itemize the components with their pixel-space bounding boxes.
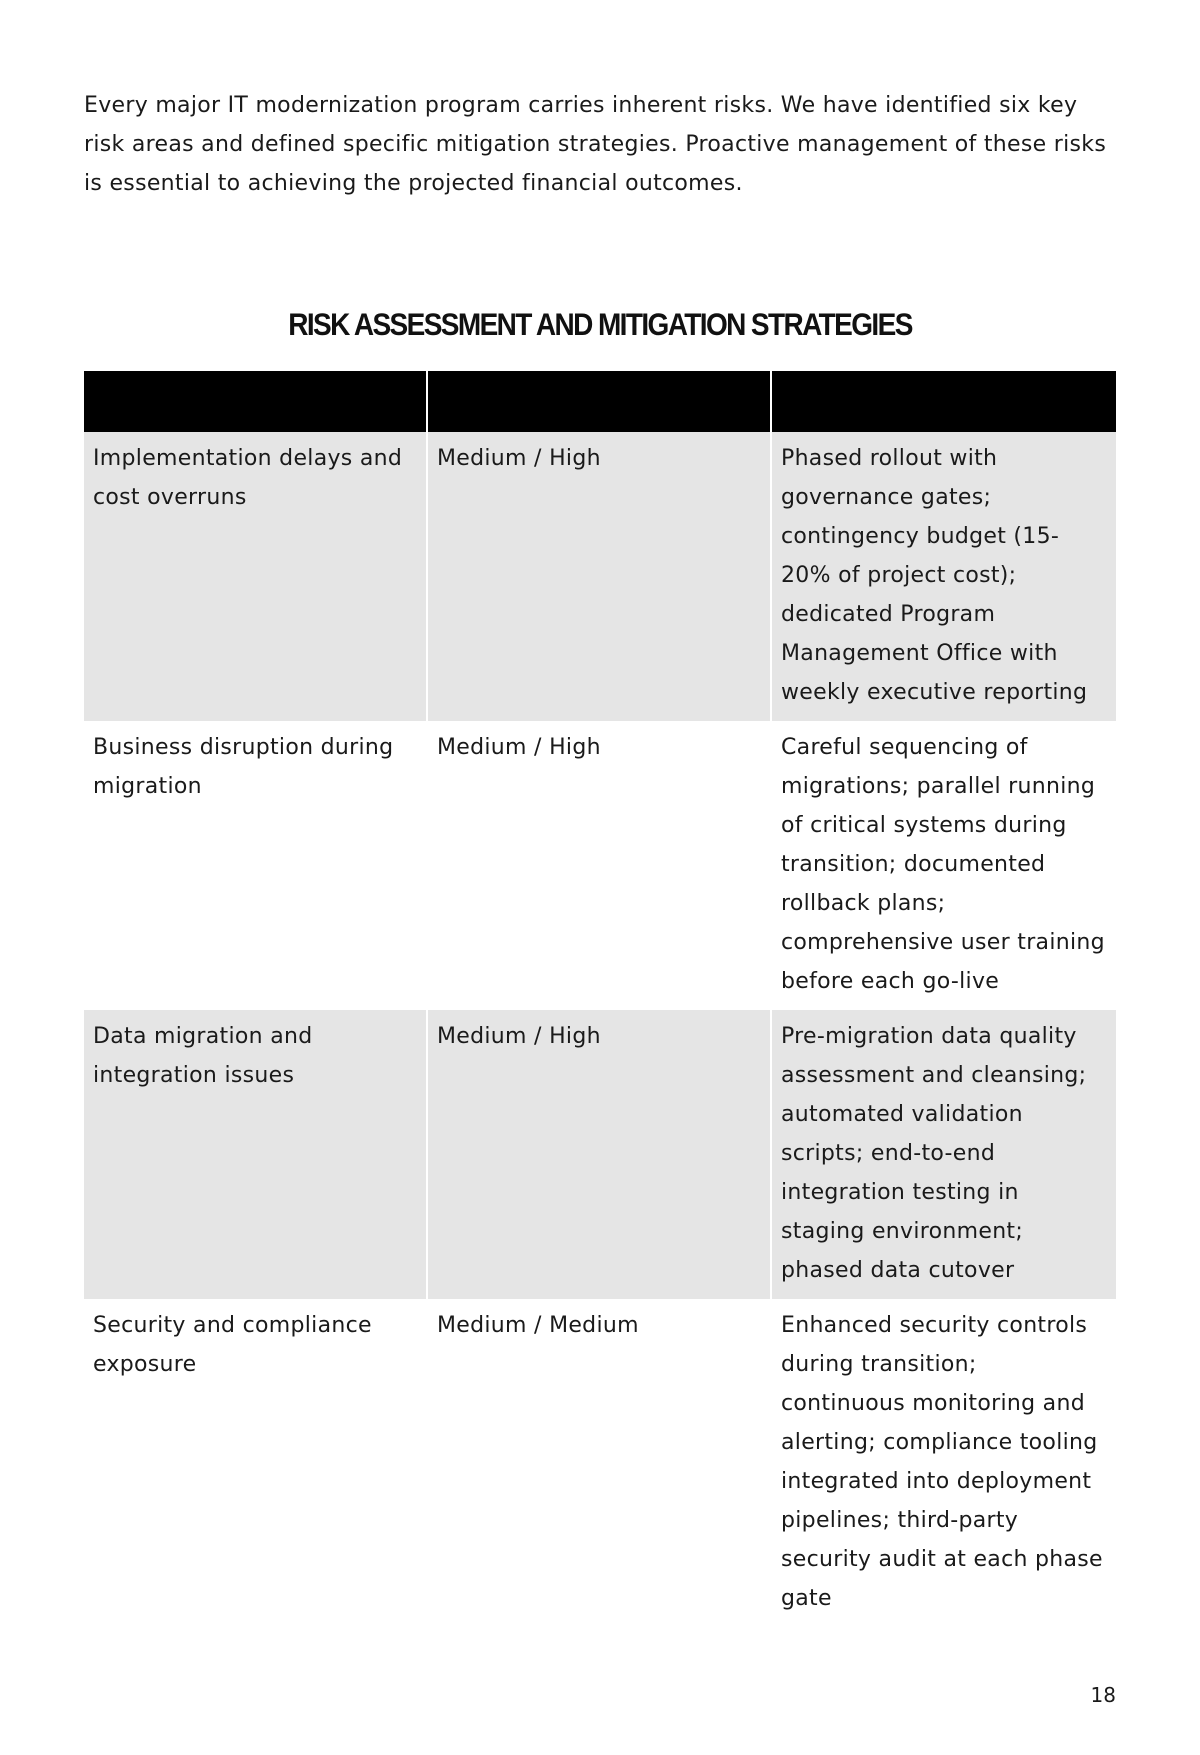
risk-mitigation-table: [84, 371, 1116, 1627]
table-row: [84, 1010, 1116, 1299]
mitigation-cell: Enhanced security controls during transition; continuous monitoring and alerting; compliance tooling integrated into deployment pipelines; third-party security audit at each phase gate: [771, 1299, 1116, 1627]
likelihood-impact-cell: Medium / High: [427, 432, 771, 721]
likelihood-impact-cell: Medium / Medium: [427, 1299, 771, 1627]
header-cell-risk: [84, 371, 427, 432]
header-cell-mitigation: [771, 371, 1116, 432]
risk-cell: Implementation delays and cost overruns: [84, 432, 427, 721]
table-row: [84, 432, 1116, 721]
intro-paragraph: Every major IT modernization program carries inherent risks. We have identified six key risk areas and defined specific mitigation strategies. Proactive management of these risks is essential to achieving the projected financial outcomes.: [84, 93, 1107, 196]
table-row: [84, 721, 1116, 1010]
mitigation-cell: Pre-migration data quality assessment and cleansing; automated validation scripts; end-to-end integration testing in staging environment; phased data cutover: [771, 1010, 1116, 1299]
table-title: RISK ASSESSMENT AND MITIGATION STRATEGIES: [288, 307, 912, 342]
likelihood-impact-cell: Medium / High: [427, 1010, 771, 1299]
mitigation-cell: Phased rollout with governance gates; contingency budget (15-20% of project cost); dedicated Program Management Office with weekly executive reporting: [771, 432, 1116, 721]
likelihood-impact-cell: Medium / High: [427, 721, 771, 1010]
risk-cell: Data migration and integration issues: [84, 1010, 427, 1299]
header-cell-likelihood-impact: [427, 371, 771, 432]
risk-cell: Business disruption during migration: [84, 721, 427, 1010]
risk-cell: Security and compliance exposure: [84, 1299, 427, 1627]
table-header-row: [84, 371, 1116, 432]
page-number: 18: [1090, 1683, 1116, 1707]
table-row: [84, 1299, 1116, 1627]
mitigation-cell: Careful sequencing of migrations; parallel running of critical systems during transition; documented rollback plans; comprehensive user training before each go-live: [771, 721, 1116, 1010]
